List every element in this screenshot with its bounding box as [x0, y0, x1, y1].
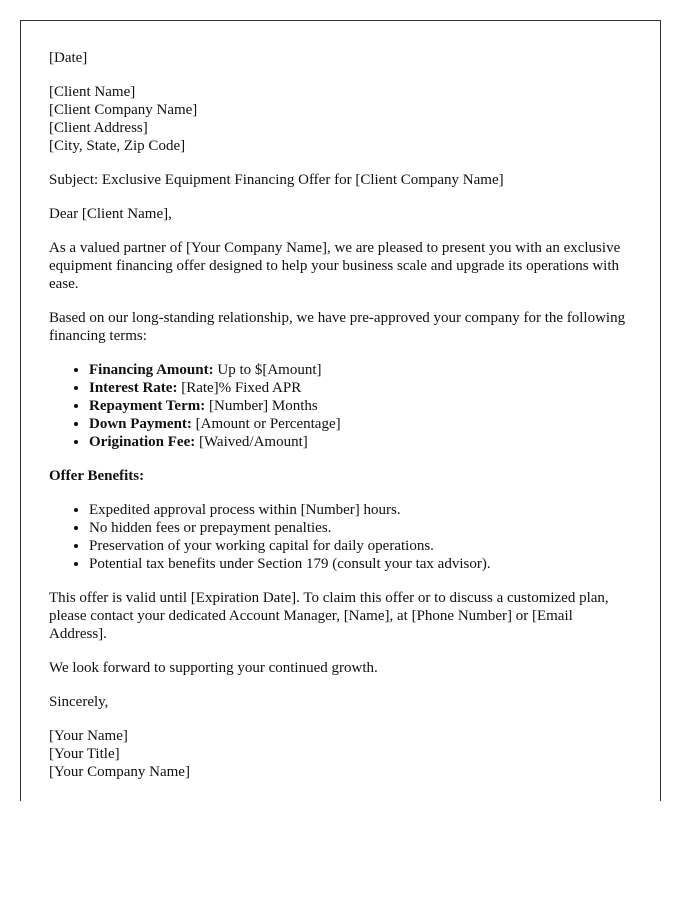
benefits-heading-text: Offer Benefits: [49, 468, 145, 484]
benefits-heading [49, 467, 630, 485]
offer-validity-paragraph: This offer is valid until [Expiration Date]. To claim this offer or to discuss a customized plan, please contact your dedicated Account Manager, [Name], at [Phone Number] or [Email Address]. [49, 590, 609, 642]
sender-company: [Your Company Name] [49, 764, 190, 780]
client-city: [City, State, Zip Code] [49, 138, 186, 154]
list-item: • Potential tax benefits under Section 179 (consult your tax advisor). [89, 555, 630, 573]
client-company: [Client Company Name] [49, 102, 198, 118]
list-item [89, 379, 630, 397]
intro-paragraph: As a valued partner of [Your Company Name], we are pleased to present you with an exclusive equipment financing offer designed to help your business scale and upgrade its operations with ease. [49, 240, 621, 292]
client-name: [Client Name] [49, 84, 136, 100]
list-item [89, 397, 630, 415]
salutation: Dear [Client Name], [49, 206, 172, 222]
date: [Date] [49, 50, 88, 66]
letter-page [20, 20, 661, 801]
term-value: Up to $[Amount] [213, 362, 322, 378]
term-label: Origination Fee: [89, 434, 196, 450]
closing: Sincerely, [49, 694, 109, 710]
sender-name: [Your Name] [49, 728, 128, 744]
closing-paragraph: We look forward to supporting your continued growth. [49, 660, 378, 676]
term-value: [Amount or Percentage] [191, 416, 341, 432]
list-item: • Preservation of your working capital for daily operations. [89, 537, 630, 555]
subject-line: Subject: Exclusive Equipment Financing Offer for [Client Company Name] [49, 172, 504, 188]
list-item: • No hidden fees or prepayment penalties. [89, 519, 630, 537]
sender-title: [Your Title] [49, 746, 120, 762]
client-address: [Client Address] [49, 120, 148, 136]
term-value: [Waived/Amount] [195, 434, 308, 450]
recipient-address [49, 83, 630, 155]
list-item: • Expedited approval process within [Number] hours. [89, 501, 630, 519]
term-label: Down Payment: [89, 416, 192, 432]
term-label: Repayment Term: [89, 398, 206, 414]
term-label: Financing Amount: [89, 362, 214, 378]
signature-block [49, 727, 630, 781]
list-item [89, 415, 630, 433]
benefits-list [49, 501, 630, 573]
term-value: [Number] Months [205, 398, 318, 414]
term-label: Interest Rate: [89, 380, 178, 396]
list-item [89, 361, 630, 379]
list-item [89, 433, 630, 451]
preapproval-paragraph: Based on our long-standing relationship, we have pre-approved your company for the following financing terms: [49, 310, 626, 344]
financing-terms-list [49, 361, 630, 451]
term-value: [Rate]% Fixed APR [177, 380, 302, 396]
